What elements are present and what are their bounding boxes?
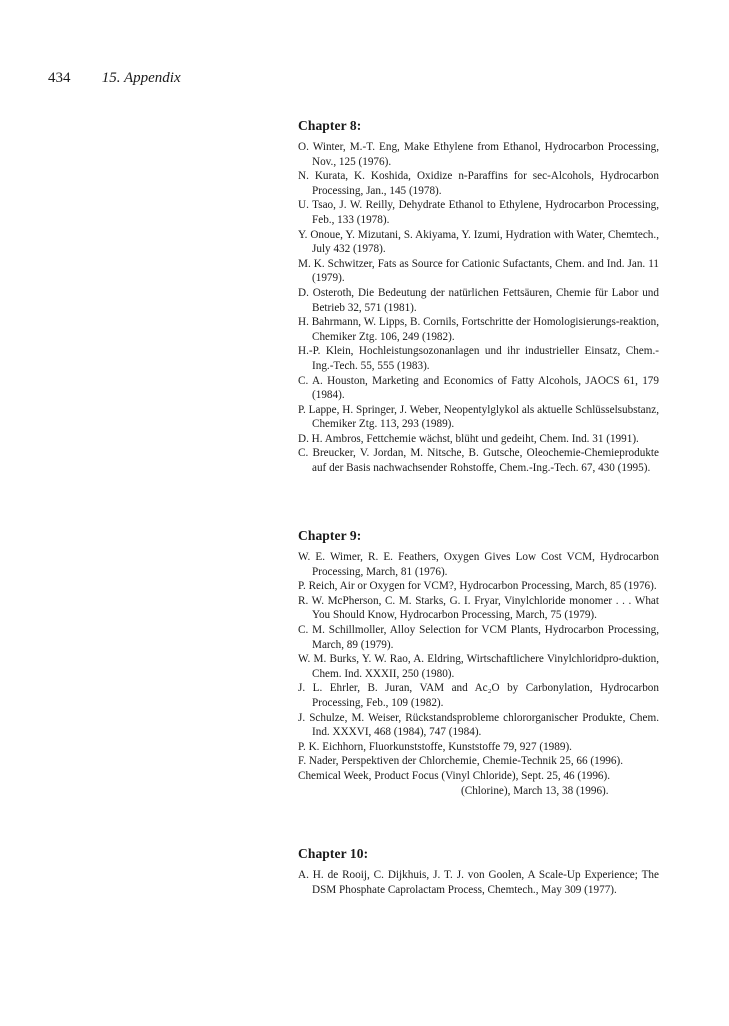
chapter-8-section — [298, 118, 659, 476]
chapter-heading: Chapter 10: — [298, 846, 369, 861]
reference-item: P. Reich, Air or Oxygen for VCM?, Hydrocarbon Processing, March, 85 (1976). — [298, 580, 657, 593]
reference-item: F. Nader, Perspektiven der Chlorchemie, Chemie-Technik 25, 66 (1996). — [298, 755, 624, 768]
page-number: 434 — [48, 70, 71, 86]
page-header — [48, 70, 181, 87]
running-title: 15. Appendix — [101, 70, 181, 86]
reference-item: D. Osteroth, Die Bedeutung der natürlichen Fettsäuren, Chemie für Labor und Betrieb 32, 571 (1981). — [298, 286, 659, 314]
reference-item: C. M. Schillmoller, Alloy Selection for VCM Plants, Hydrocarbon Processing, March, 89 (1979). — [298, 623, 659, 651]
reference-item: W. E. Wimer, R. E. Feathers, Oxygen Gives Low Cost VCM, Hydrocarbon Processing, March, 81 (1976). — [298, 551, 659, 578]
reference-item: D. H. Ambros, Fettchemie wächst, blüht und gedeiht, Chem. Ind. 31 (1991). — [298, 432, 639, 445]
reference-item: U. Tsao, J. W. Reilly, Dehydrate Ethanol to Ethylene, Hydrocarbon Processing, Feb., 133 (1978). — [298, 199, 659, 226]
reference-item: H.-P. Klein, Hochleistungsozonanlagen und ihr industrieller Einsatz, Chem.-Ing.-Tech. 55, 555 (1983). — [298, 345, 659, 372]
reference-item: A. H. de Rooij, C. Dijkhuis, J. T. J. von Goolen, A Scale-Up Experience; The DSM Phosphate Caprolactam Process, Chemtech., May 309 (1977). — [298, 869, 659, 896]
reference-item: C. Breucker, V. Jordan, M. Nitsche, B. Gutsche, Oleochemie-Chemieprodukte auf der Basis nachwachsender Rohstoffe, Chem.-Ing.-Tech. 67, 430 (1995). — [298, 447, 659, 475]
reference-item-continuation: (Chlorine), March 13, 38 (1996). — [461, 784, 609, 797]
reference-item: H. Bahrmann, W. Lipps, B. Cornils, Fortschritte der Homologisierungs-reaktion, Chemiker Ztg. 106, 249 (1982). — [298, 316, 659, 343]
reference-item: P. Lappe, H. Springer, J. Weber, Neopentylglykol als aktuelle Schlüsselsubstanz, Chemiker Ztg. 113, 293 (1989). — [298, 403, 659, 431]
reference-item: W. M. Burks, Y. W. Rao, A. Eldring, Wirtschaftlichere Vinylchloridpro-duktion, Chem. Ind. XXXII, 250 (1980). — [298, 653, 659, 680]
chapter-10-section — [298, 846, 659, 897]
chapter-heading: Chapter 8: — [298, 118, 362, 133]
reference-item: M. K. Schwitzer, Fats as Source for Cationic Sufactants, Chem. and Ind. Jan. 11 (1979). — [298, 257, 659, 285]
reference-item: P. K. Eichhorn, Fluorkunststoffe, Kunststoffe 79, 927 (1989). — [298, 740, 572, 753]
chapter-9-section — [298, 528, 659, 798]
reference-item: Y. Onoue, Y. Mizutani, S. Akiyama, Y. Izumi, Hydration with Water, Chemtech., July 432 (1978). — [298, 228, 659, 256]
reference-item: J. Schulze, M. Weiser, Rückstandsprobleme chlororganischer Produkte, Chem. Ind. XXXVI, 468 (1984), 747 (1984). — [298, 711, 659, 739]
reference-item: N. Kurata, K. Koshida, Oxidize n-Paraffins for sec-Alcohols, Hydrocarbon Processing, Jan., 145 (1978). — [298, 170, 659, 197]
reference-item: J. L. Ehrler, B. Juran, VAM and Ac₂O by Carbonylation, Hydrocarbon Processing, Feb., 109 (1982). — [298, 682, 659, 709]
reference-item: R. W. McPherson, C. M. Starks, G. I. Fryar, Vinylchloride monomer . . . What You Should Know, Hydrocarbon Processing, March, 75 (1979). — [298, 594, 659, 622]
reference-item: C. A. Houston, Marketing and Economics of Fatty Alcohols, JAOCS 61, 179 (1984). — [298, 374, 659, 402]
chapter-heading: Chapter 9: — [298, 528, 362, 543]
reference-item: O. Winter, M.-T. Eng, Make Ethylene from Ethanol, Hydrocarbon Processing, Nov., 125 (1976). — [298, 141, 659, 168]
reference-item: Chemical Week, Product Focus (Vinyl Chloride), Sept. 25, 46 (1996). — [298, 769, 611, 782]
